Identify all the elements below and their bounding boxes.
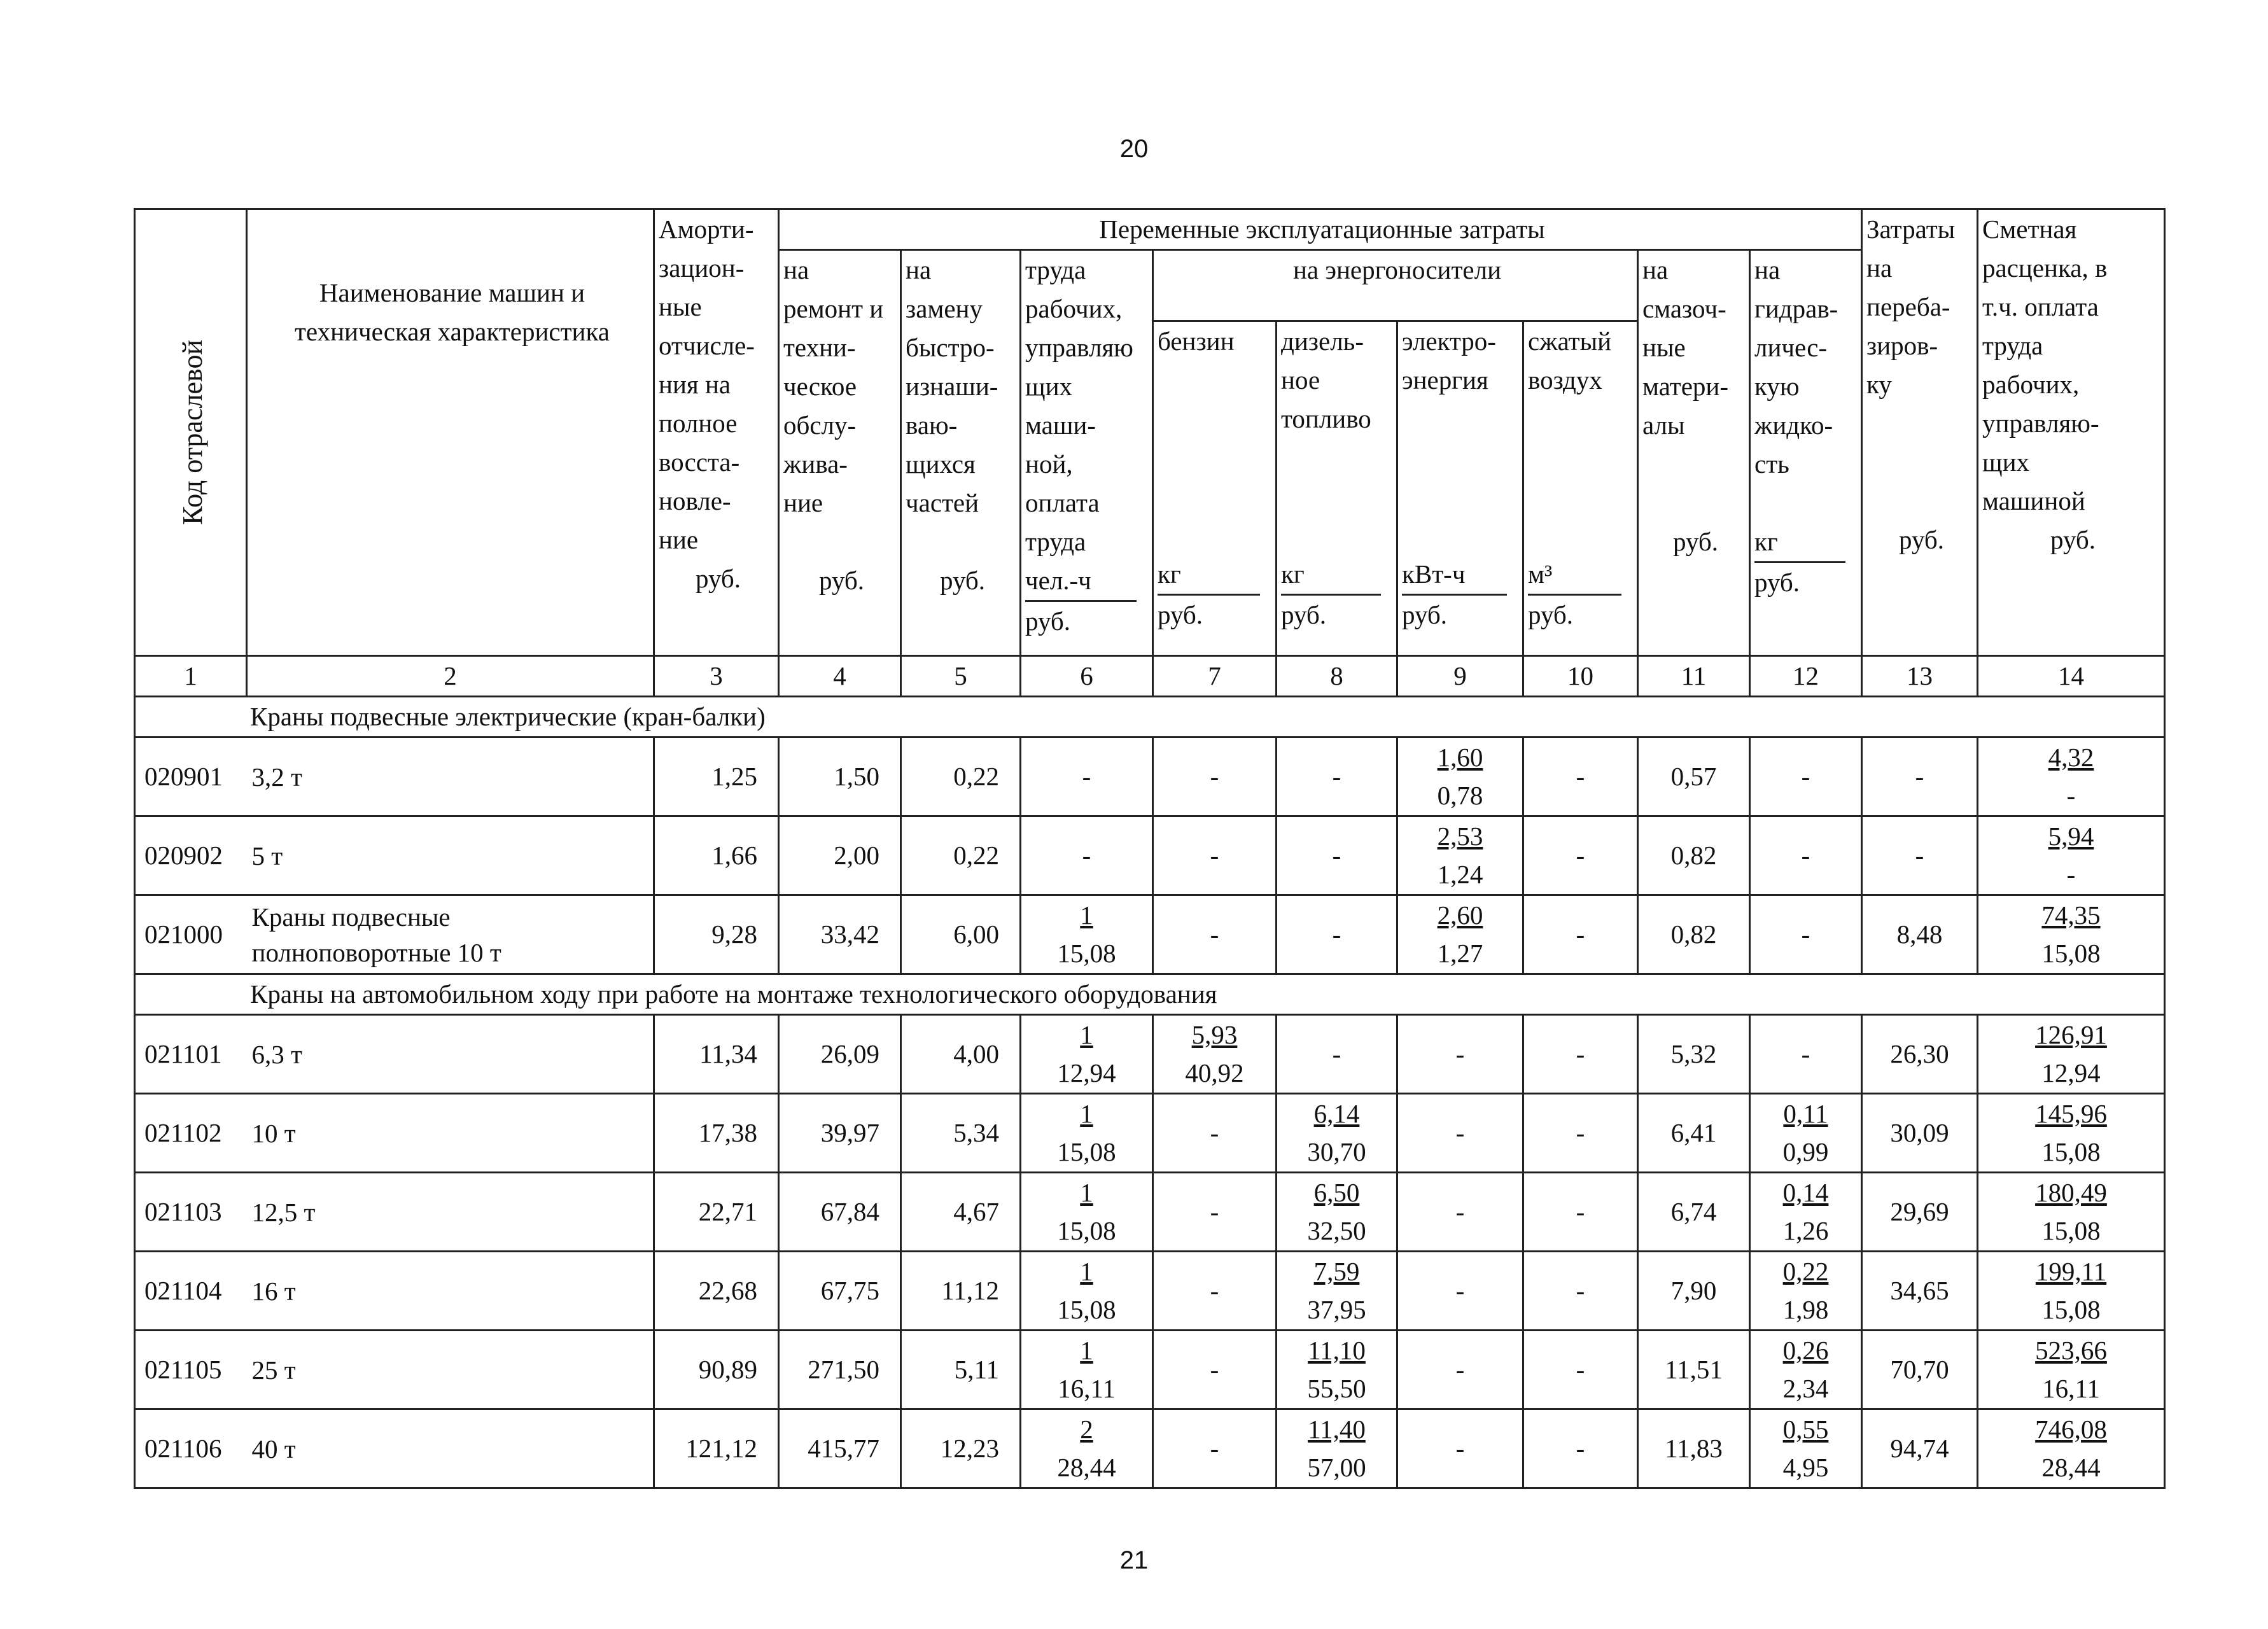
cell-diesel: - (1277, 738, 1397, 816)
cell-diesel: $\frac{6,14}{30,70}$ (1277, 1094, 1397, 1173)
col-number: 10 (1523, 656, 1638, 697)
cell-diesel: - (1277, 1015, 1397, 1094)
cell-diesel: $\frac{6,50}{32,50}$ (1277, 1173, 1397, 1252)
cell-repair: 33,42 (779, 895, 901, 974)
cell-rate: $\frac{126,91}{12,94}$ (1978, 1015, 2165, 1094)
cell-rate: $\frac{74,35}{15,08}$ (1978, 895, 2165, 974)
header-rate: Сметная расценка, в т.ч. оплата труда рабочих, управляю- щих машиной руб. (1978, 209, 2165, 656)
cell-electricity: - (1397, 1173, 1523, 1252)
cell-compressed-air: - (1523, 895, 1638, 974)
cell-transfer: - (1862, 738, 1978, 816)
group-title: Краны на автомобильном ходу при работе на монтаже технологического оборудования (135, 974, 2165, 1015)
cell-transfer: 30,09 (1862, 1094, 1978, 1173)
col-number: 9 (1397, 656, 1523, 697)
col-number: 7 (1153, 656, 1277, 697)
cell-parts: 0,22 (901, 816, 1021, 895)
cell-labor: $\frac{1}{12,94}$ (1021, 1015, 1153, 1094)
cell-electricity: - (1397, 1015, 1523, 1094)
cell-petrol: - (1153, 1094, 1277, 1173)
cell-code: 021106 (135, 1409, 247, 1488)
cell-name: 40 т (247, 1409, 654, 1488)
cell-compressed-air: - (1523, 1252, 1638, 1331)
cell-parts: 6,00 (901, 895, 1021, 974)
cell-lube: 11,51 (1638, 1331, 1750, 1409)
cell-rate: $\frac{746,08}{28,44}$ (1978, 1409, 2165, 1488)
table-row (135, 738, 2165, 816)
header-repair: на ремонт и техни- ческое обслу- жива- ние руб. (779, 250, 901, 656)
cell-amortization: 9,28 (654, 895, 779, 974)
page-number-bottom: 21 (1119, 1546, 1149, 1574)
col-number: 14 (1978, 656, 2165, 697)
cell-labor: - (1021, 816, 1153, 895)
cell-repair: 39,97 (779, 1094, 901, 1173)
col-number: 8 (1277, 656, 1397, 697)
cell-labor: $\frac{1}{15,08}$ (1021, 1252, 1153, 1331)
cell-code: 021105 (135, 1331, 247, 1409)
cell-compressed-air: - (1523, 816, 1638, 895)
cell-lube: 6,74 (1638, 1173, 1750, 1252)
cell-code: 021102 (135, 1094, 247, 1173)
cell-lube: 11,83 (1638, 1409, 1750, 1488)
header-electricity: электро- энергия кВт-ч руб. (1397, 321, 1523, 656)
col-number: 2 (247, 656, 654, 697)
table-row (135, 1094, 2165, 1173)
cell-compressed-air: - (1523, 1094, 1638, 1173)
col-number: 1 (135, 656, 247, 697)
cell-name: 5 т (247, 816, 654, 895)
table-row (135, 816, 2165, 895)
header-lube: на смазоч- ные матери- алы руб. (1638, 250, 1750, 656)
table-header (135, 209, 2165, 697)
cell-code: 021101 (135, 1015, 247, 1094)
col-number: 6 (1021, 656, 1153, 697)
col-number: 13 (1862, 656, 1978, 697)
cell-transfer: 29,69 (1862, 1173, 1978, 1252)
table-row (135, 1252, 2165, 1331)
cell-lube: 7,90 (1638, 1252, 1750, 1331)
cell-hydraulic: $\frac{0,55}{4,95}$ (1750, 1409, 1862, 1488)
cell-petrol: - (1153, 895, 1277, 974)
header-parts: на замену быстро- изнаши- ваю- щихся частей руб. (901, 250, 1021, 656)
cell-hydraulic: $\frac{0,14}{1,26}$ (1750, 1173, 1862, 1252)
cell-parts: 0,22 (901, 738, 1021, 816)
cell-hydraulic: - (1750, 738, 1862, 816)
cell-compressed-air: - (1523, 1331, 1638, 1409)
cell-parts: 11,12 (901, 1252, 1021, 1331)
cell-name: 12,5 т (247, 1173, 654, 1252)
machine-cost-table (134, 208, 2166, 1489)
header-petrol: бензин кг руб. (1153, 321, 1277, 656)
cell-name: Краны подвесные полноповоротные 10 т (247, 895, 654, 974)
cell-amortization: 90,89 (654, 1331, 779, 1409)
cell-labor: $\frac{1}{15,08}$ (1021, 1173, 1153, 1252)
cell-repair: 67,75 (779, 1252, 901, 1331)
header-diesel: дизель- ное топливо кг руб. (1277, 321, 1397, 656)
cell-electricity: - (1397, 1252, 1523, 1331)
cell-code: 020901 (135, 738, 247, 816)
cell-rate: $\frac{5,94}{-}$ (1978, 816, 2165, 895)
header-code: Код отраслевой (135, 209, 247, 656)
table-row (135, 1331, 2165, 1409)
cell-electricity: - (1397, 1094, 1523, 1173)
cell-lube: 5,32 (1638, 1015, 1750, 1094)
cell-diesel: $\frac{11,10}{55,50}$ (1277, 1331, 1397, 1409)
column-numbers-row (135, 656, 2165, 697)
col-number: 4 (779, 656, 901, 697)
cell-repair: 67,84 (779, 1173, 901, 1252)
cell-compressed-air: - (1523, 1409, 1638, 1488)
cell-rate: $\frac{145,96}{15,08}$ (1978, 1094, 2165, 1173)
cell-transfer: 8,48 (1862, 895, 1978, 974)
cell-name: 16 т (247, 1252, 654, 1331)
cell-diesel: - (1277, 816, 1397, 895)
cell-diesel: $\frac{11,40}{57,00}$ (1277, 1409, 1397, 1488)
cell-electricity: - (1397, 1331, 1523, 1409)
cell-compressed-air: - (1523, 738, 1638, 816)
cell-name: 25 т (247, 1331, 654, 1409)
table-row (135, 1015, 2165, 1094)
cell-transfer: - (1862, 816, 1978, 895)
cell-parts: 12,23 (901, 1409, 1021, 1488)
cell-amortization: 17,38 (654, 1094, 779, 1173)
cell-amortization: 1,66 (654, 816, 779, 895)
cell-repair: 26,09 (779, 1015, 901, 1094)
cell-amortization: 22,68 (654, 1252, 779, 1331)
cell-labor: $\frac{1}{16,11}$ (1021, 1331, 1153, 1409)
header-name: Наименование машин и техническая характеристика (247, 209, 654, 656)
cell-labor: - (1021, 738, 1153, 816)
cell-labor: $\frac{2}{28,44}$ (1021, 1409, 1153, 1488)
cell-petrol: - (1153, 816, 1277, 895)
cell-petrol: - (1153, 1173, 1277, 1252)
table-row (135, 1409, 2165, 1488)
header-amortization: Аморти- зацион- ные отчисле- ния на полное восста- новле- ние руб. (654, 209, 779, 656)
cell-name: 6,3 т (247, 1015, 654, 1094)
cell-repair: 1,50 (779, 738, 901, 816)
col-number: 5 (901, 656, 1021, 697)
header-energy: на энергоносители (1153, 250, 1638, 321)
cell-hydraulic: $\frac{0,22}{1,98}$ (1750, 1252, 1862, 1331)
header-transfer: Затраты на переба- зиров- ку руб. (1862, 209, 1978, 656)
cell-name: 3,2 т (247, 738, 654, 816)
cell-repair: 271,50 (779, 1331, 901, 1409)
cell-transfer: 70,70 (1862, 1331, 1978, 1409)
cell-code: 021000 (135, 895, 247, 974)
cell-parts: 4,00 (901, 1015, 1021, 1094)
cell-petrol: - (1153, 1331, 1277, 1409)
cell-petrol: - (1153, 1252, 1277, 1331)
table-row (135, 895, 2165, 974)
cell-parts: 4,67 (901, 1173, 1021, 1252)
cell-amortization: 1,25 (654, 738, 779, 816)
table-row (135, 1173, 2165, 1252)
header-variable-costs: Переменные эксплуатационные затраты (779, 209, 1862, 250)
cell-electricity: $\frac{2,60}{1,27}$ (1397, 895, 1523, 974)
cell-hydraulic: - (1750, 1015, 1862, 1094)
cell-parts: 5,34 (901, 1094, 1021, 1173)
cell-rate: $\frac{4,32}{-}$ (1978, 738, 2165, 816)
cell-labor: $\frac{1}{15,08}$ (1021, 895, 1153, 974)
col-number: 11 (1638, 656, 1750, 697)
cell-lube: 6,41 (1638, 1094, 1750, 1173)
cell-compressed-air: - (1523, 1015, 1638, 1094)
cell-code: 020902 (135, 816, 247, 895)
cell-lube: 0,82 (1638, 816, 1750, 895)
header-compressed-air: сжатый воздух м³ руб. (1523, 321, 1638, 656)
header-hydraulic: на гидрав- личес- кую жидко- сть кг руб. (1750, 250, 1862, 656)
cell-transfer: 34,65 (1862, 1252, 1978, 1331)
cell-petrol: - (1153, 738, 1277, 816)
cell-parts: 5,11 (901, 1331, 1021, 1409)
group-title: Краны подвесные электрические (кран-балки) (135, 697, 2165, 738)
page-number-top: 20 (1119, 135, 1149, 163)
cell-hydraulic: $\frac{0,26}{2,34}$ (1750, 1331, 1862, 1409)
cell-repair: 2,00 (779, 816, 901, 895)
cell-amortization: 22,71 (654, 1173, 779, 1252)
cell-petrol: $\frac{5,93}{40,92}$ (1153, 1015, 1277, 1094)
cell-hydraulic: - (1750, 816, 1862, 895)
cell-code: 021103 (135, 1173, 247, 1252)
cell-diesel: $\frac{7,59}{37,95}$ (1277, 1252, 1397, 1331)
cell-transfer: 94,74 (1862, 1409, 1978, 1488)
cell-compressed-air: - (1523, 1173, 1638, 1252)
cell-rate: $\frac{180,49}{15,08}$ (1978, 1173, 2165, 1252)
cell-repair: 415,77 (779, 1409, 901, 1488)
cell-code: 021104 (135, 1252, 247, 1331)
cell-transfer: 26,30 (1862, 1015, 1978, 1094)
cell-amortization: 11,34 (654, 1015, 779, 1094)
cell-labor: $\frac{1}{15,08}$ (1021, 1094, 1153, 1173)
cell-hydraulic: - (1750, 895, 1862, 974)
cell-name: 10 т (247, 1094, 654, 1173)
cell-rate: $\frac{523,66}{16,11}$ (1978, 1331, 2165, 1409)
cell-lube: 0,57 (1638, 738, 1750, 816)
header-labor: труда рабочих, управляю щих маши- ной, оплата труда чел.-ч руб. (1021, 250, 1153, 656)
col-number: 3 (654, 656, 779, 697)
cell-diesel: - (1277, 895, 1397, 974)
cell-hydraulic: $\frac{0,11}{0,99}$ (1750, 1094, 1862, 1173)
cell-electricity: $\frac{1,60}{0,78}$ (1397, 738, 1523, 816)
cell-amortization: 121,12 (654, 1409, 779, 1488)
col-number: 12 (1750, 656, 1862, 697)
cell-lube: 0,82 (1638, 895, 1750, 974)
cell-rate: $\frac{199,11}{15,08}$ (1978, 1252, 2165, 1331)
cell-electricity: $\frac{2,53}{1,24}$ (1397, 816, 1523, 895)
cell-petrol: - (1153, 1409, 1277, 1488)
cell-electricity: - (1397, 1409, 1523, 1488)
table-body (135, 697, 2165, 1488)
